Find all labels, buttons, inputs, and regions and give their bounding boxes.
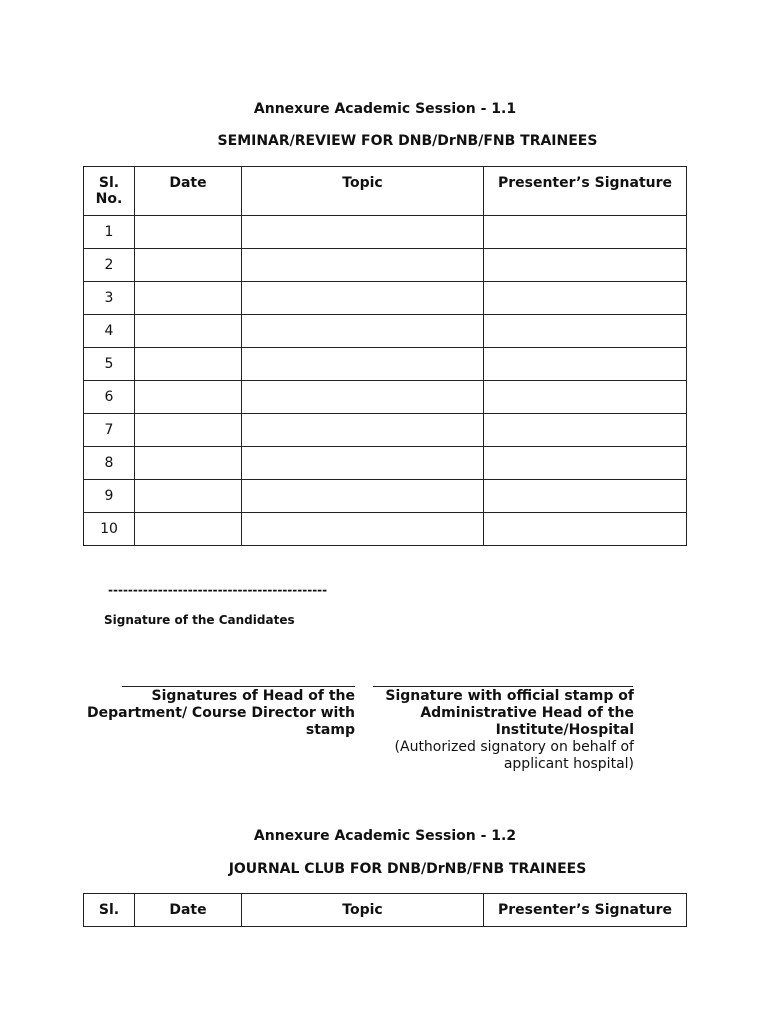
table-row [84, 315, 687, 348]
table-row [84, 414, 687, 447]
table-row [84, 348, 687, 381]
date-cell[interactable] [135, 315, 242, 348]
candidate-signature-label: Signature of the Candidates [104, 613, 295, 627]
topic-cell[interactable] [242, 480, 484, 513]
row-number: 10 [84, 513, 135, 546]
seminar-table [83, 166, 687, 546]
topic-cell[interactable] [242, 216, 484, 249]
date-cell[interactable] [135, 480, 242, 513]
candidate-signature-line: -------------------------------------------- [108, 583, 328, 597]
signature-cell[interactable] [484, 381, 687, 414]
signature-cell[interactable] [484, 348, 687, 381]
table-row [84, 447, 687, 480]
col-header-date: Date [135, 894, 242, 927]
admin-signature-block [370, 688, 634, 773]
head-signature-line [122, 686, 355, 687]
section1-heading: Annexure Academic Session - 1.1 [253, 101, 517, 117]
date-cell[interactable] [135, 216, 242, 249]
journal-club-table [83, 893, 687, 927]
admin-signature-note1: (Authorized signatory on behalf of [394, 739, 634, 755]
table-row [84, 381, 687, 414]
topic-cell[interactable] [242, 282, 484, 315]
col-header-date: Date [135, 167, 242, 216]
admin-signature-line3: Institute/Hospital [495, 722, 634, 738]
table-header-row [84, 167, 687, 216]
table-row [84, 216, 687, 249]
topic-cell[interactable] [242, 315, 484, 348]
signature-cell[interactable] [484, 513, 687, 546]
col-header-sl-line2: No. [95, 191, 123, 207]
signature-cell[interactable] [484, 282, 687, 315]
signature-cell[interactable] [484, 414, 687, 447]
signature-cell[interactable] [484, 216, 687, 249]
table-row [84, 480, 687, 513]
head-signature-block [70, 688, 355, 739]
col-header-topic: Topic [242, 167, 484, 216]
signature-cell[interactable] [484, 447, 687, 480]
row-number: 5 [84, 348, 135, 381]
row-number: 6 [84, 381, 135, 414]
topic-cell[interactable] [242, 348, 484, 381]
section2-subheading: JOURNAL CLUB FOR DNB/DrNB/FNB TRAINEES [228, 861, 587, 877]
row-number: 4 [84, 315, 135, 348]
row-number: 8 [84, 447, 135, 480]
col-header-signature: Presenter’s Signature [484, 167, 687, 216]
topic-cell[interactable] [242, 414, 484, 447]
signature-cell[interactable] [484, 480, 687, 513]
topic-cell[interactable] [242, 249, 484, 282]
date-cell[interactable] [135, 348, 242, 381]
date-cell[interactable] [135, 381, 242, 414]
head-signature-line1: Signatures of Head of the [151, 688, 355, 704]
signature-cell[interactable] [484, 315, 687, 348]
date-cell[interactable] [135, 414, 242, 447]
topic-cell[interactable] [242, 447, 484, 480]
admin-signature-note2: applicant hospital) [503, 756, 634, 772]
section2-heading: Annexure Academic Session - 1.2 [253, 828, 517, 844]
date-cell[interactable] [135, 447, 242, 480]
table-row [84, 282, 687, 315]
date-cell[interactable] [135, 249, 242, 282]
col-header-signature: Presenter’s Signature [484, 894, 687, 927]
table-header-row [84, 894, 687, 927]
col-header-sl [84, 167, 135, 216]
date-cell[interactable] [135, 282, 242, 315]
section1-subheading: SEMINAR/REVIEW FOR DNB/DrNB/FNB TRAINEES [217, 133, 598, 149]
head-signature-line3: stamp [305, 722, 355, 738]
row-number: 1 [84, 216, 135, 249]
col-header-topic: Topic [242, 894, 484, 927]
admin-signature-line2: Administrative Head of the [420, 705, 634, 721]
admin-signature-line [373, 686, 633, 687]
row-number: 2 [84, 249, 135, 282]
signature-cell[interactable] [484, 249, 687, 282]
table-row [84, 249, 687, 282]
row-number: 7 [84, 414, 135, 447]
col-header-sl-line1: Sl. [98, 175, 120, 191]
topic-cell[interactable] [242, 381, 484, 414]
head-signature-line2: Department/ Course Director with [87, 705, 355, 721]
table-row [84, 513, 687, 546]
admin-signature-line1: Signature with official stamp of [385, 688, 634, 704]
topic-cell[interactable] [242, 513, 484, 546]
date-cell[interactable] [135, 513, 242, 546]
col-header-sl: Sl. [84, 894, 135, 927]
row-number: 9 [84, 480, 135, 513]
row-number: 3 [84, 282, 135, 315]
